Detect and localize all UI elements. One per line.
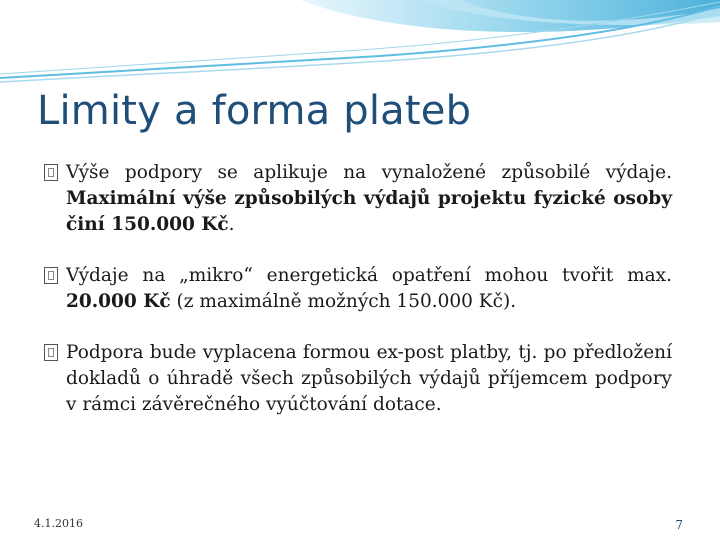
bullet-2-end: (z maximálně možných 150.000 Kč). bbox=[170, 291, 517, 312]
bullet-1-end: . bbox=[228, 214, 235, 235]
header-wave-decoration bbox=[0, 0, 720, 90]
bullet-2-bold-text: 20.000 Kč bbox=[66, 291, 171, 312]
bullet-box-icon bbox=[44, 164, 58, 181]
bullet-item-2 bbox=[44, 263, 672, 315]
bullet-box-icon bbox=[44, 344, 58, 361]
bullet-2-text: Výdaje na „mikro“ energetická opatření mohou tvořit max. bbox=[66, 265, 672, 286]
bullet-item-3 bbox=[44, 340, 672, 418]
page-number: 7 bbox=[675, 518, 683, 532]
bullet-1-bold-text: Maximální výše způsobilých výdajů projektu fyzické osoby činí 150.000 Kč bbox=[66, 188, 672, 235]
bullet-item-1 bbox=[44, 160, 672, 238]
bullet-1-text: Výše podpory se aplikuje na vynaložené způsobilé výdaje. bbox=[66, 162, 672, 183]
bullet-list bbox=[44, 160, 672, 418]
bullet-3-text: Podpora bude vyplacena formou ex-post platby, tj. po předložení dokladů o úhradě všech způsobilých výdajů příjemcem podpory v rámci závěrečného vyúčtování dotace. bbox=[66, 342, 672, 415]
bullet-box-icon bbox=[44, 267, 58, 284]
slide-title: Limity a forma plateb bbox=[37, 88, 472, 134]
footer-date: 4.1.2016 bbox=[34, 517, 83, 530]
